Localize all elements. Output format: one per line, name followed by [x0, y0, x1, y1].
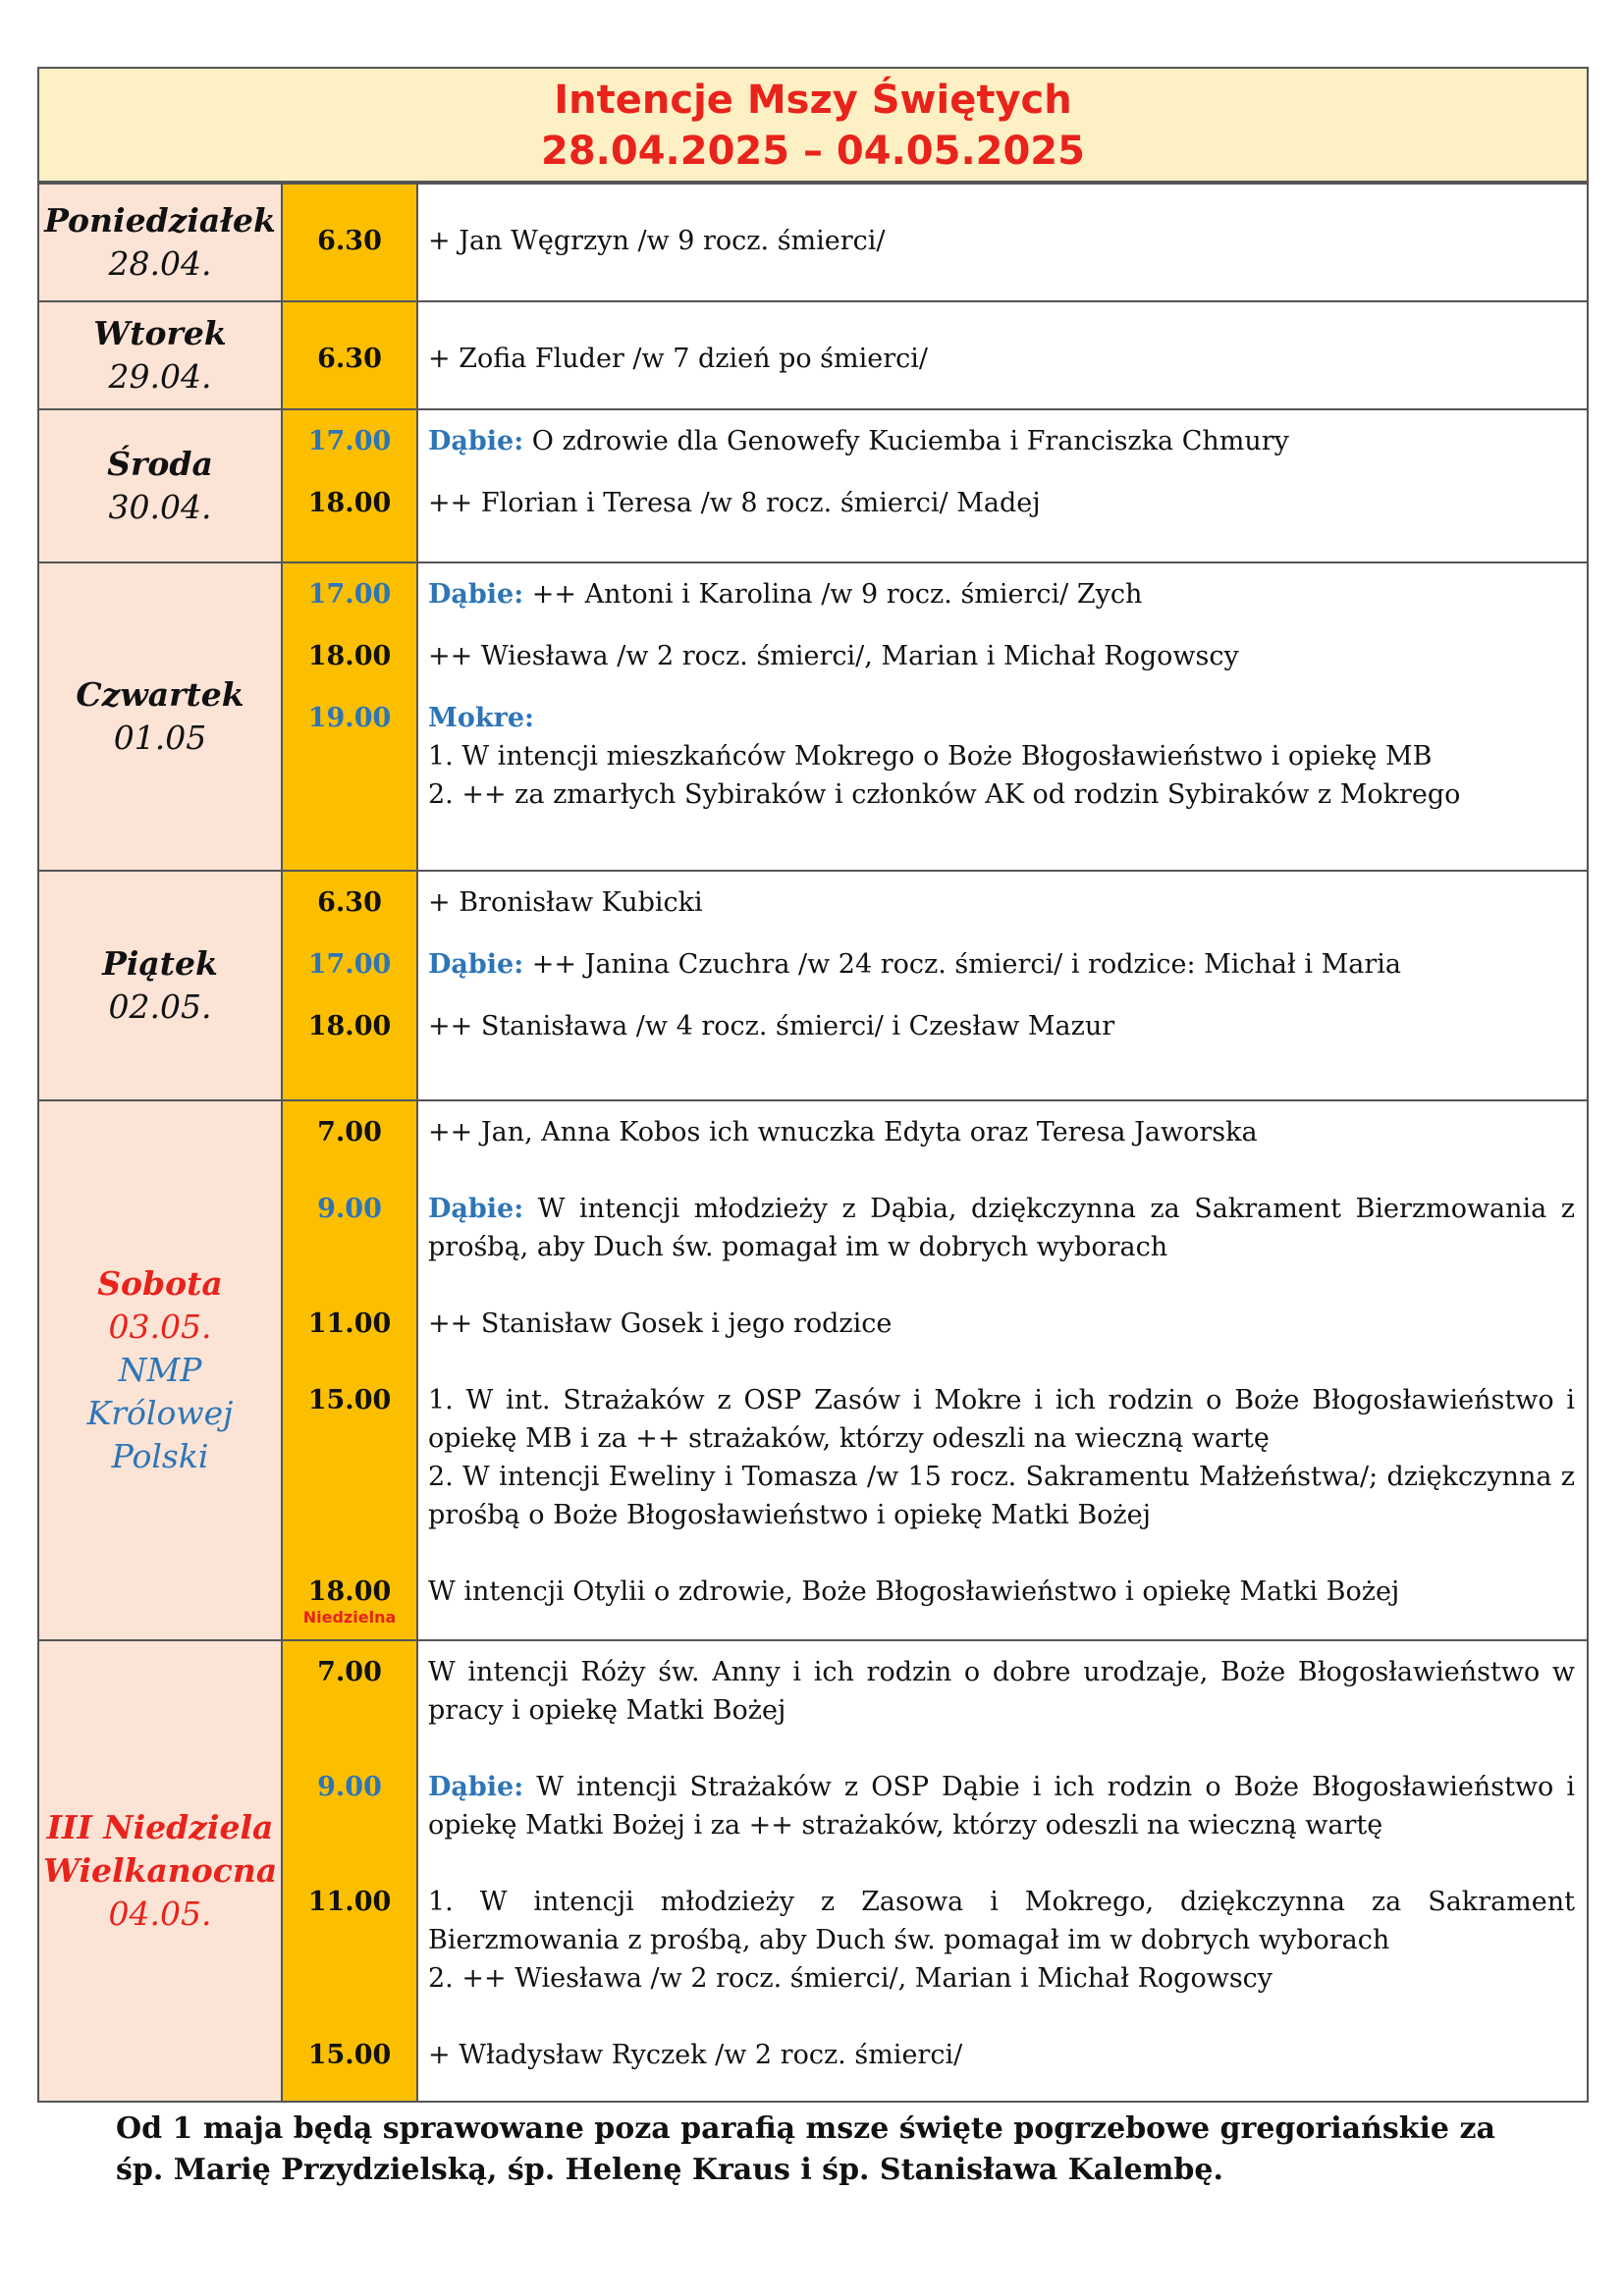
intention: Dąbie: ++ Antoni i Karolina /w 9 rocz. śmierci/ Zych [428, 579, 1143, 610]
place-label: Dąbie: [428, 579, 524, 610]
intention: 1. W int. Strażaków z OSP Zasów i Mokre i ich rodzin o Boże Błogosławieństwo i opiekę MB i za ++ strażaków, którzy odeszli na wieczną wartę 2. W intencji Eweliny i Tomasza /w 15 rocz. Sakramentu Małżeństwa/; dziękczynna z prośbą o Boże Błogosławieństwo i opiekę Matki Bożej [428, 1385, 1575, 1530]
page-title: Intencje Mszy Świętych [554, 78, 1072, 123]
day-name: Wtorek [93, 314, 227, 352]
place-label: Dąbie: [428, 949, 524, 980]
intentions-cell [417, 409, 1588, 562]
feast-line: Królowej [86, 1394, 234, 1432]
day-name: Poniedziałek [44, 201, 276, 240]
mass-time: 15.00 [307, 1385, 392, 1415]
mass-time: 9.00 [317, 1194, 382, 1224]
intention: ++ Stanisława /w 4 rocz. śmierci/ i Czesław Mazur [428, 1011, 1115, 1041]
day-row [38, 871, 1588, 1100]
schedule-sheet [37, 67, 1589, 2103]
day-date: 30.04. [108, 488, 212, 526]
mass-time: 9.00 [317, 1772, 382, 1802]
footer-note: Od 1 maja będą sprawowane poza parafią msze święte pogrzebowe gregoriańskie za śp. Marię Przydzielską, śp. Helenę Kraus i śp. Stanisława Kalembę. [116, 2111, 1495, 2187]
intention: Dąbie: O zdrowie dla Genowefy Kuciemba i Franciszka Chmury [428, 426, 1289, 456]
mass-time: 7.00 [317, 1657, 382, 1687]
intentions-cell [417, 1640, 1588, 2102]
intentions-cell [417, 1100, 1588, 1640]
day-date: 01.05 [113, 719, 207, 757]
mass-time: 17.00 [307, 579, 392, 610]
day-cell [38, 562, 282, 871]
day-row [38, 1100, 1588, 1640]
intention: Mokre: 1. W intencji mieszkańców Mokrego o Boże Błogosławieństwo i opiekę MB 2. ++ za zmarłych Sybiraków i członków AK od rodzin Sybiraków z Mokrego [418, 699, 1587, 814]
intentions-cell [417, 301, 1588, 409]
mass-time: 18.00 [307, 1011, 392, 1041]
day-date: 03.05. [108, 1308, 212, 1346]
intention: Dąbie: W intencji młodzieży z Dąbia, dziękczynna za Sakrament Bierzmowania z prośbą, aby Duch św. pomagał im w dobrych wyborach [428, 1194, 1575, 1262]
intention: 1. W intencji młodzieży z Zasowa i Mokrego, dziękczynna za Sakrament Bierzmowania z prośbą, aby Duch św. pomagał im w dobrych wyborach 2. ++ Wiesława /w 2 rocz. śmierci/, Marian i Michał Rogowscy [428, 1887, 1575, 1994]
day-row [38, 301, 1588, 409]
place-label: Dąbie: [428, 1772, 524, 1802]
intentions-cell [417, 562, 1588, 871]
mass-time: 18.00 [307, 488, 392, 518]
day-name: Piątek [102, 944, 218, 983]
intention: + Władysław Ryczek /w 2 rocz. śmierci/ [428, 2040, 963, 2070]
mass-time: 6.30 [317, 226, 382, 256]
mass-time: 18.00 [307, 641, 392, 671]
mass-time: 11.00 [307, 1887, 392, 1917]
mass-time: 19.00 [307, 703, 392, 733]
intention: Dąbie: ++ Janina Czuchra /w 24 rocz. śmierci/ i rodzice: Michał i Maria [428, 949, 1401, 980]
mass-time: 17.00 [307, 426, 392, 456]
mass-time: 11.00 [307, 1308, 392, 1339]
mass-time: 6.30 [317, 344, 382, 374]
day-cell [38, 301, 282, 409]
times-cell [282, 301, 417, 409]
day-name: III Niedziela Wielkanocna [43, 1808, 278, 1890]
day-date: 29.04. [108, 357, 212, 396]
times-cell [282, 1640, 417, 2102]
intention: + Bronisław Kubicki [428, 887, 703, 918]
times-cell [282, 409, 417, 562]
mass-time: 7.00 [317, 1117, 382, 1148]
intention: ++ Wiesława /w 2 rocz. śmierci/, Marian i Michał Rogowscy [428, 641, 1239, 671]
schedule-table [37, 183, 1589, 2103]
feast-line: Polski [111, 1437, 209, 1475]
mass-time: 6.30 [317, 887, 382, 918]
day-date: 28.04. [108, 244, 212, 283]
title-box [37, 67, 1589, 183]
times-cell [282, 1100, 417, 1640]
day-name: Sobota [97, 1264, 223, 1303]
mass-time: 15.00 [307, 2040, 392, 2070]
day-row [38, 562, 1588, 871]
times-cell [282, 871, 417, 1100]
times-cell [282, 184, 417, 301]
mass-time: 18.00 [307, 1576, 392, 1607]
day-row [38, 409, 1588, 562]
intentions-cell [417, 184, 1588, 301]
feast-line: NMP [118, 1351, 202, 1389]
day-date: 04.05. [108, 1895, 212, 1933]
day-date: 02.05. [108, 988, 212, 1026]
day-cell [38, 871, 282, 1100]
intentions-cell [417, 871, 1588, 1100]
intention: + Jan Węgrzyn /w 9 rocz. śmierci/ [428, 226, 886, 256]
intention: Dąbie: W intencji Strażaków z OSP Dąbie i ich rodzin o Boże Błogosławieństwo i opiekę Matki Bożej i za ++ strażaków, którzy odeszli na wieczną wartę [428, 1772, 1575, 1841]
mass-time: 17.00 [307, 949, 392, 980]
day-name: Środa [107, 445, 213, 483]
place-label: Dąbie: [428, 1194, 524, 1224]
day-cell [38, 1100, 282, 1640]
intention: W intencji Róży św. Anny i ich rodzin o dobre urodzaje, Boże Błogosławieństwo w pracy i opiekę Matki Bożej [428, 1657, 1575, 1726]
day-cell [38, 184, 282, 301]
intention: ++ Florian i Teresa /w 8 rocz. śmierci/ Madej [428, 488, 1041, 518]
day-row [38, 184, 1588, 301]
intention: + Zofia Fluder /w 7 dzień po śmierci/ [428, 344, 929, 374]
place-label: Dąbie: [428, 426, 524, 456]
date-range: 28.04.2025 – 04.05.2025 [541, 129, 1085, 174]
day-cell [38, 409, 282, 562]
intention: ++ Stanisław Gosek i jego rodzice [428, 1308, 893, 1339]
intention: W intencji Otylii o zdrowie, Boże Błogosławieństwo i opiekę Matki Bożej [428, 1576, 1400, 1607]
times-cell [282, 562, 417, 871]
day-name: Czwartek [76, 675, 244, 714]
day-row [38, 1640, 1588, 2102]
day-cell [38, 1640, 282, 2102]
sunday-mass-note: Niedzielna [302, 1608, 397, 1627]
place-label: Mokre: [428, 703, 534, 733]
intention: ++ Jan, Anna Kobos ich wnuczka Edyta oraz Teresa Jaworska [428, 1117, 1258, 1148]
